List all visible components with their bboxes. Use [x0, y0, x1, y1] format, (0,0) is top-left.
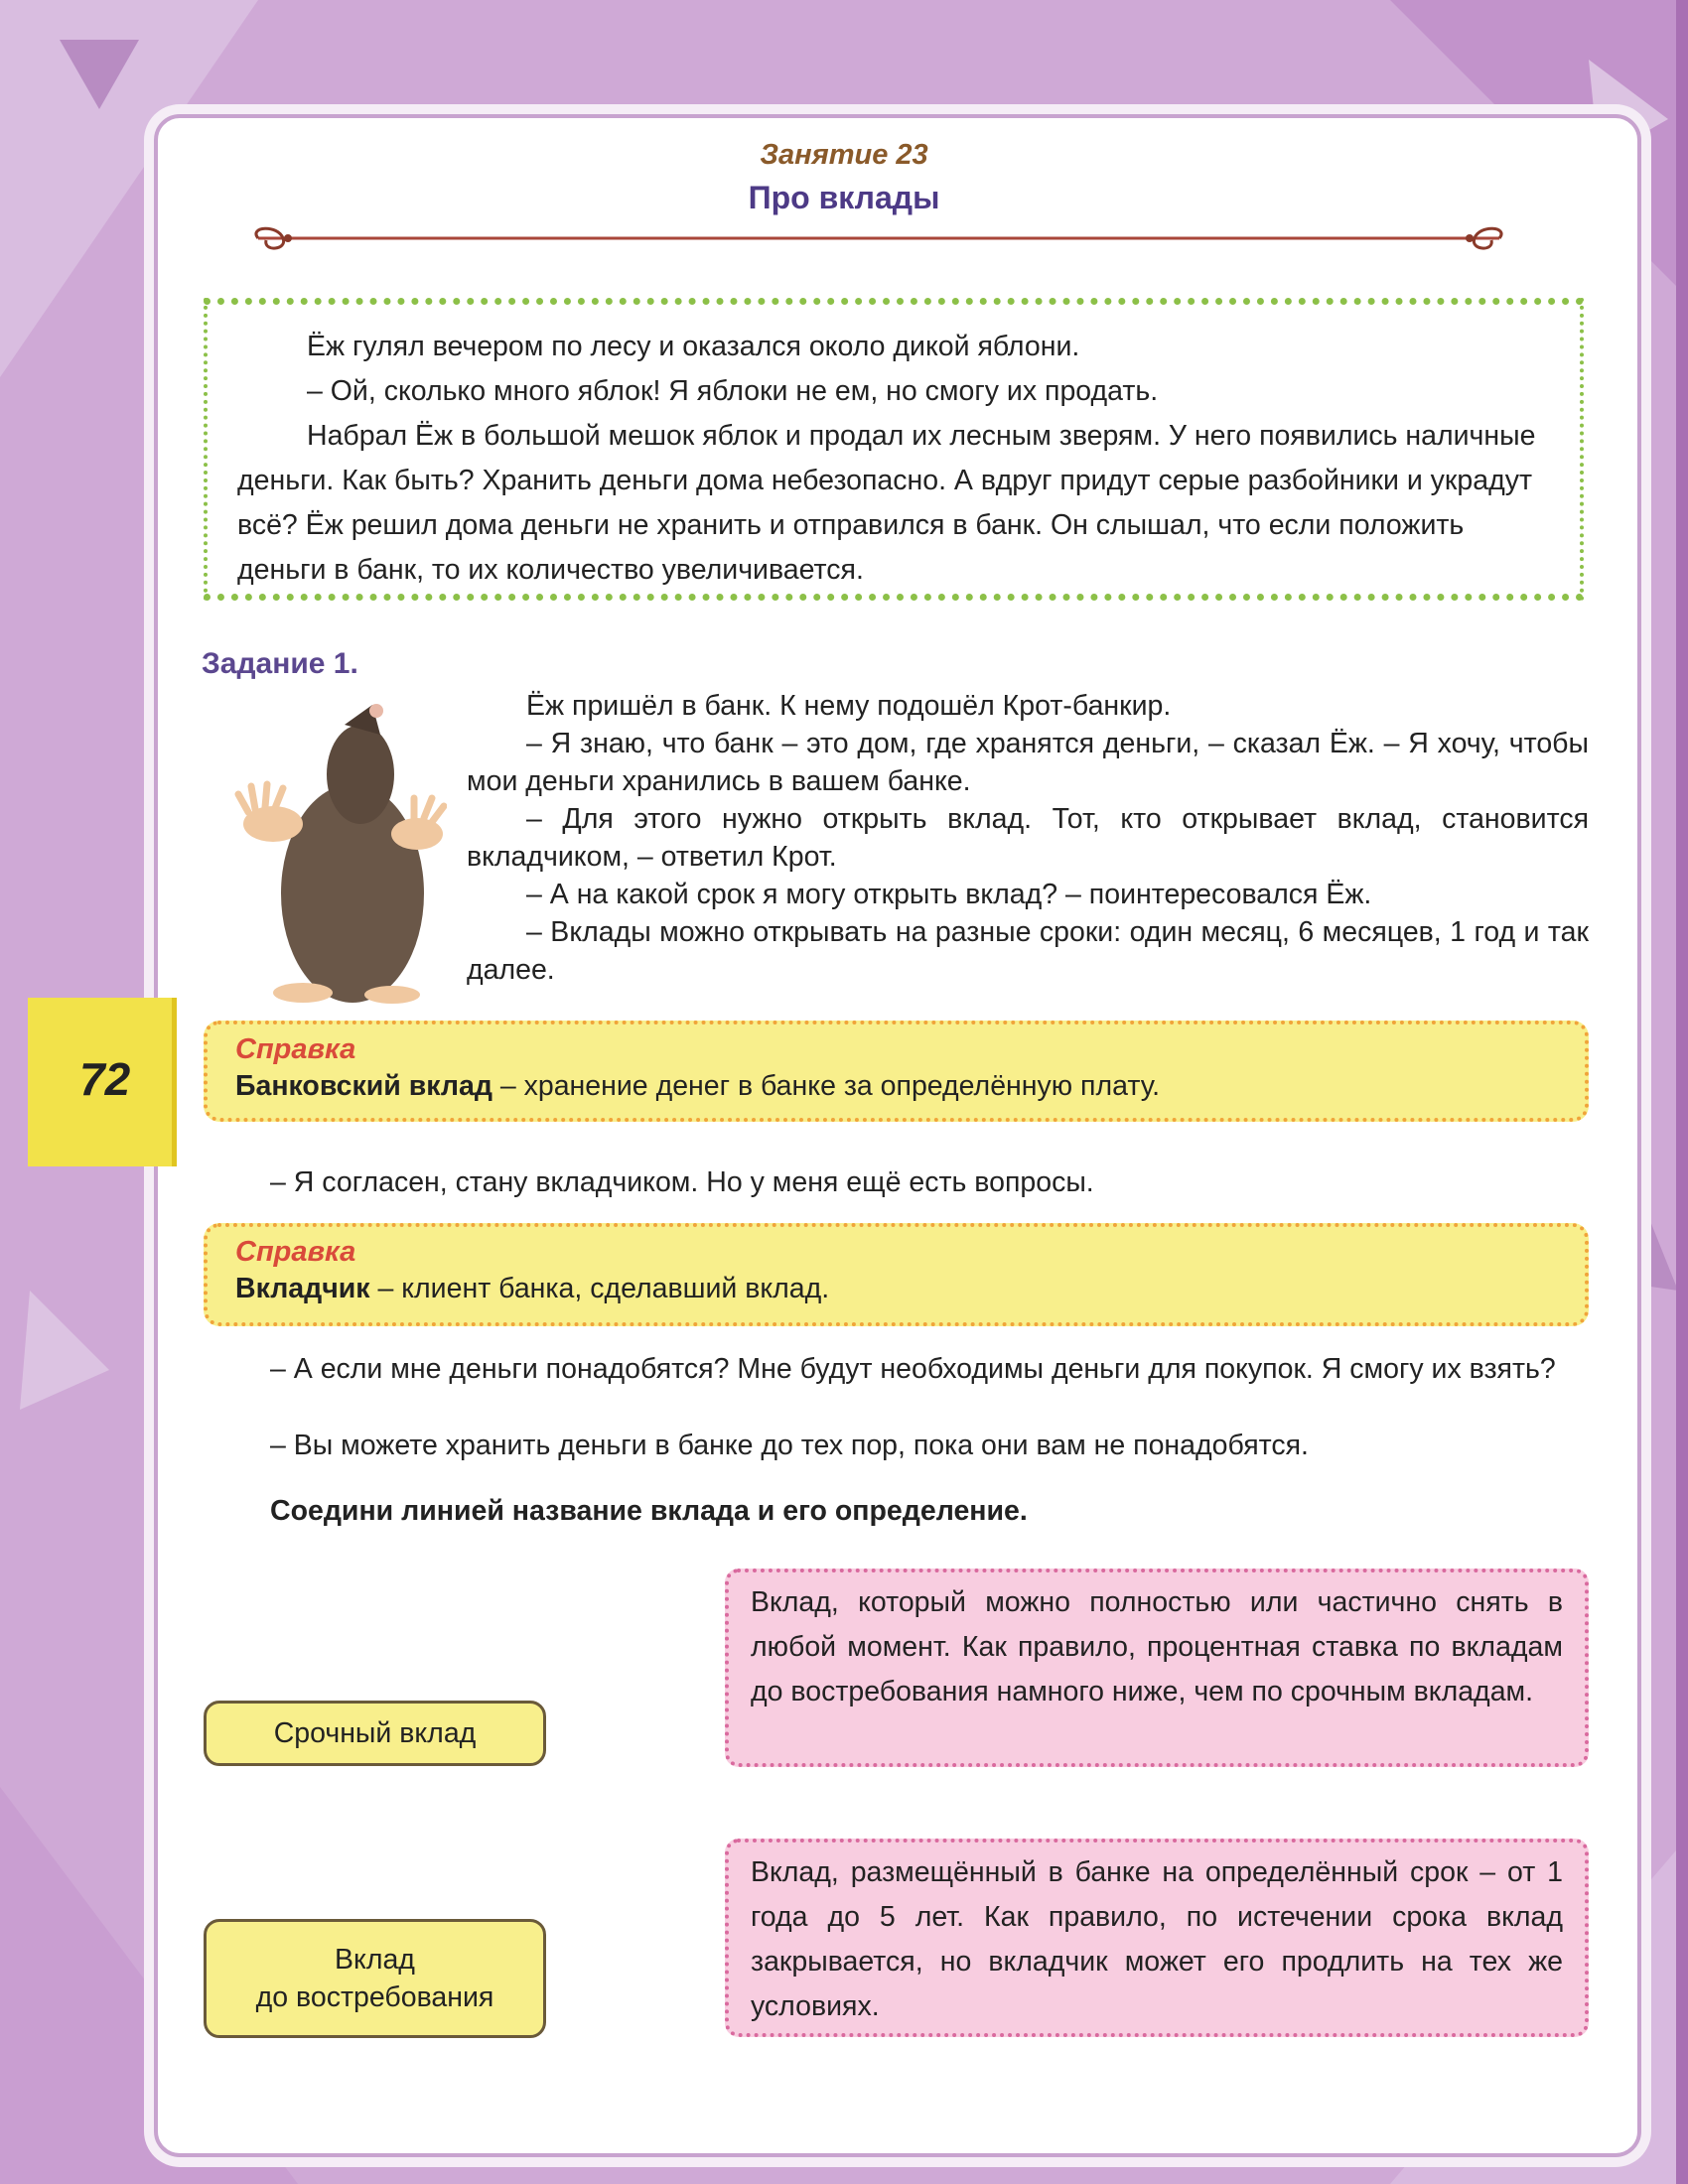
story-paragraph-1: Ёж гулял вечером по лесу и оказался около дикой яблони.	[307, 331, 1080, 362]
story-paragraph-2: – Ой, сколько много яблок! Я яблоки не ем, но смогу их продать.	[307, 375, 1159, 407]
dialog-line-7: – А если мне деньги понадобятся? Мне будут необходимы деньги для покупок. Я смогу их взять?	[270, 1353, 1556, 1385]
note-text	[235, 1066, 1557, 1106]
note-term: Банковский вклад	[235, 1070, 492, 1102]
story-box	[204, 298, 1584, 601]
note-label: Справка	[235, 1033, 356, 1065]
definition-fixed-term[interactable]	[725, 1839, 1589, 2037]
dialog-line-1: Ёж пришёл в банк. К нему подошёл Крот-банкир.	[526, 690, 1172, 722]
dialog-line-3: – Для этого нужно открыть вклад. Тот, кто открывает вклад, становится вкладчиком, – ответил Крот.	[467, 803, 1589, 873]
task-instruction: Соедини линией название вклада и его определение.	[270, 1495, 1028, 1527]
dialog-line-4: – А на какой срок я могу открыть вклад? – поинтересовался Ёж.	[526, 879, 1372, 910]
reference-note-2	[204, 1223, 1589, 1326]
term-label-line-2: до востребования	[255, 1981, 494, 2013]
definition-text: Вклад, размещённый в банке на определённый срок – от 1 года до 5 лет. Как правило, по истечении срока вклад закрывается, но вкладчик может его продлить на тех же условиях.	[751, 1856, 1563, 2022]
definition-text: Вклад, который можно полностью или частично снять в любой момент. Как правило, процентная ставка по вкладам до востребования намного ниже, чем по срочным вкладам.	[751, 1586, 1563, 1707]
story-paragraph-3: Набрал Ёж в большой мешок яблок и продал их лесным зверям. У него появились наличные деньги. Как быть? Хранить деньги дома небезопасно. А вдруг придут серые разбойники и украдут всё? Ёж решил дома деньги не хранить и отправился в банк. Он слышал, что если положить деньги в банк, то их количество увеличивается.	[237, 420, 1536, 586]
term-demand-deposit[interactable]	[204, 1919, 546, 2038]
definition-demand[interactable]	[725, 1569, 1589, 1767]
term-label-line-1: Вклад	[335, 1944, 415, 1976]
dialog-line-8: – Вы можете хранить деньги в банке до тех пор, пока они вам не понадобятся.	[270, 1430, 1309, 1461]
page-number: 72	[79, 1053, 131, 1105]
title-ornament	[238, 220, 1519, 256]
note-text	[235, 1269, 1557, 1308]
task-dialog	[467, 687, 1589, 989]
note-term: Вкладчик	[235, 1273, 370, 1304]
note-definition: – хранение денег в банке за определённую плату.	[492, 1070, 1161, 1102]
dialog-line-6: – Я согласен, стану вкладчиком. Но у меня ещё есть вопросы.	[270, 1166, 1094, 1198]
note-label: Справка	[235, 1236, 356, 1268]
term-label: Срочный вклад	[273, 1717, 477, 1749]
reference-note-1	[204, 1021, 1589, 1122]
dialog-line-2: – Я знаю, что банк – это дом, где хранятся деньги, – сказал Ёж. – Я хочу, чтобы мои деньги хранились в вашем банке.	[467, 728, 1589, 797]
mole-illustration	[233, 695, 447, 1008]
task-title: Задание 1.	[202, 647, 358, 680]
lesson-number: Занятие 23	[760, 139, 928, 171]
dialog-line-5: – Вклады можно открывать на разные сроки: один месяц, 6 месяцев, 1 год и так далее.	[467, 916, 1589, 986]
term-fixed-deposit[interactable]	[204, 1701, 546, 1766]
note-definition: – клиент банка, сделавший вклад.	[369, 1273, 830, 1304]
page-title: Про вклады	[748, 180, 940, 215]
